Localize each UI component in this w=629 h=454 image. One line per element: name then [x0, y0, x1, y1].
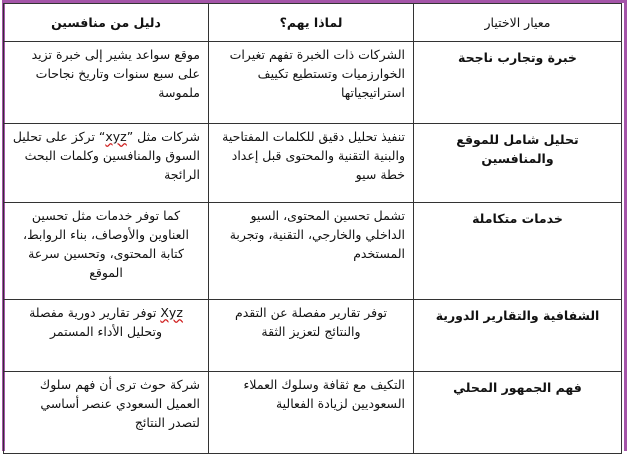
criteria-cell: الشفافية والتقارير الدورية — [414, 300, 622, 372]
why-cell: الشركات ذات الخبرة تفهم تغيرات الخوارزميات وتستطيع تكييف استراتيجياتها — [209, 42, 414, 124]
guide-cell — [4, 124, 209, 203]
guide-cell: موقع سواعد يشير إلى خبرة تزيد على سبع سنوات وتاريخ نجاحات ملموسة — [4, 42, 209, 124]
why-cell: توفر تقارير مفصلة عن التقدم والنتائج لتعزيز الثقة — [209, 300, 414, 372]
header-criteria: معيار الاختيار — [414, 4, 622, 42]
table-header-row — [4, 4, 622, 42]
guide-cell — [4, 300, 209, 372]
why-cell: تشمل تحسين المحتوى، السيو الداخلي والخارجي، التقنية، وتجربة المستخدم — [209, 203, 414, 300]
criteria-cell: خبرة وتجارب ناجحة — [414, 42, 622, 124]
criteria-cell: تحليل شامل للموقع والمنافسين — [414, 124, 622, 203]
why-cell: تنفيذ تحليل دقيق للكلمات المفتاحية والبنية التقنية والمحتوى قبل إعداد خطة سيو — [209, 124, 414, 203]
guide-text-part: “ تركز على تحليل السوق والمنافسين وكلمات البحث الرائجة — [12, 129, 200, 182]
guide-cell: كما توفر خدمات مثل تحسين العناوين والأوصاف، بناء الروابط، كتابة المحتوى، وتحسين سرعة الموقع — [4, 203, 209, 300]
table-row — [4, 42, 622, 124]
criteria-cell: خدمات متكاملة — [414, 203, 622, 300]
table-row — [4, 124, 622, 203]
spellcheck-word: xyz — [105, 129, 127, 144]
guide-cell: شركة حوث ترى أن فهم سلوك العميل السعودي عنصر أساسي لتصدر النتائج — [4, 372, 209, 454]
guide-text-part: توفر تقارير دورية مفصلة وتحليل الأداء المستمر — [29, 305, 162, 339]
table-row — [4, 372, 622, 454]
criteria-cell: فهم الجمهور المحلي — [414, 372, 622, 454]
table-row — [4, 203, 622, 300]
guide-text-part: شركات مثل ” — [126, 129, 200, 144]
header-why: لماذا يهم؟ — [209, 4, 414, 42]
why-cell: التكيف مع ثقافة وسلوك العملاء السعوديين لزيادة الفعالية — [209, 372, 414, 454]
table-row — [4, 300, 622, 372]
comparison-table — [3, 3, 622, 454]
spellcheck-word: Xyz — [160, 305, 183, 320]
header-guide: دليل من منافسين — [4, 4, 209, 42]
